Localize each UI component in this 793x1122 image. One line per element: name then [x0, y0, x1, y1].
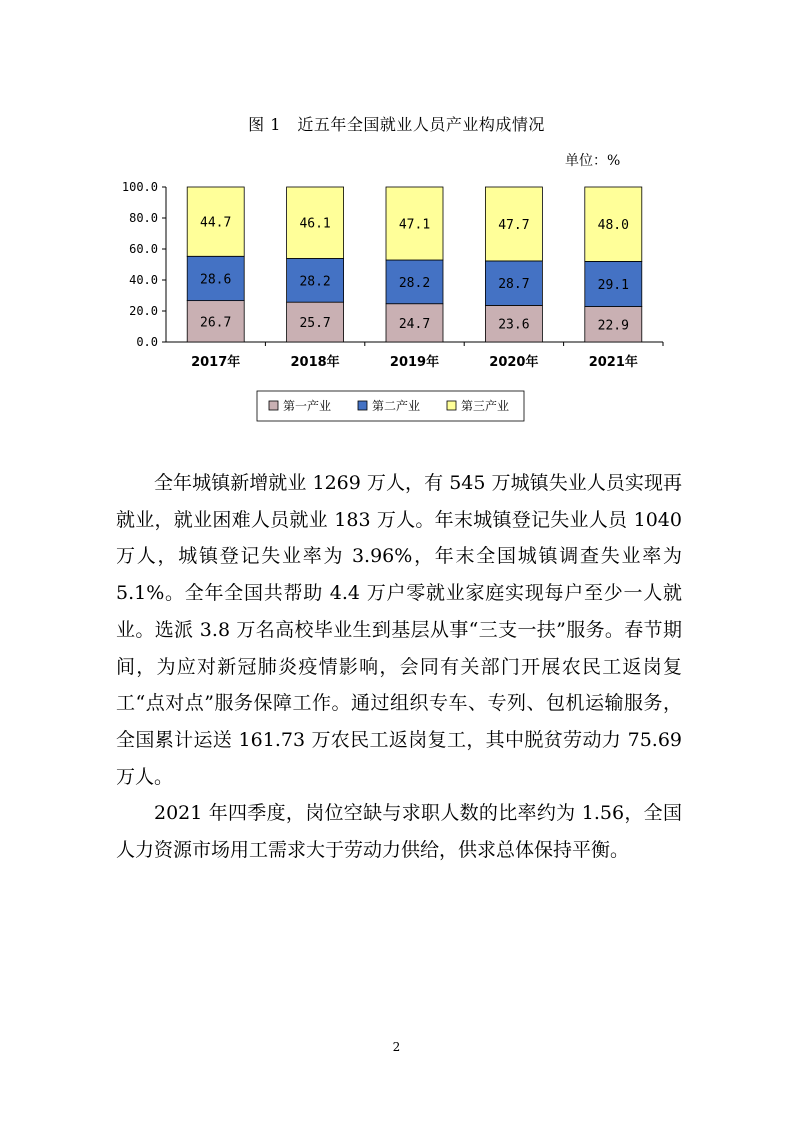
body-text [116, 465, 682, 869]
data-label: 47.7 [498, 217, 530, 233]
data-label: 44.7 [200, 215, 232, 231]
x-tick-label: 2019年 [389, 355, 440, 370]
y-tick-label: 100.0 [121, 180, 158, 194]
x-tick-label: 2018年 [290, 355, 340, 370]
data-label: 48.0 [597, 218, 629, 234]
data-label: 46.1 [299, 216, 331, 232]
data-label: 22.9 [597, 318, 629, 334]
stacked-bar-chart [0, 0, 793, 440]
y-tick-label: 80.0 [129, 211, 158, 225]
x-tick-label: 2017年 [191, 355, 241, 370]
data-label: 28.7 [498, 277, 530, 293]
y-tick-label: 20.0 [129, 304, 158, 318]
paragraph-vacancy-ratio: 2021 年四季度，岗位空缺与求职人数的比率约为 1.56，全国人力资源市场用工需求大于劳动力供给，供求总体保持平衡。 [116, 802, 682, 862]
figure-title: 图 1 近五年全国就业人员产业构成情况 [248, 115, 545, 134]
legend-label: 第一产业 [283, 399, 332, 413]
paragraph-employment: 全年城镇新增就业 1269 万人，有 545 万城镇失业人员实现再就业，就业困难人员就业 183 万人。年末城镇登记失业人员 1040 万人，城镇登记失业率为 3.96%，年末全国城镇调查失业率为 5.1%。全年全国共帮助 4.4 万户零就业家庭实现每户至少一人就业。选派 3.8 万名高校毕业生到基层从事“三支一扶”服务。春节期间，为应对新冠肺炎疫情影响，会同有关部门开展农民工返岗复工“点对点”服务保障工作。通过组织专车、专列、包机运输服务，全国累计运送 161.73 万农民工返岗复工，其中脱贫劳动力 75.69 万人。 [116, 472, 682, 788]
y-tick-label: 60.0 [129, 242, 158, 256]
data-label: 26.7 [200, 315, 232, 331]
page-number: 2 [392, 1040, 401, 1054]
legend-label: 第二产业 [372, 399, 421, 413]
legend-swatch [269, 401, 278, 410]
data-label: 23.6 [498, 317, 530, 333]
legend-swatch [447, 401, 456, 410]
x-tick-label: 2020年 [489, 355, 539, 370]
data-label: 47.1 [398, 217, 431, 233]
legend-swatch [358, 401, 367, 410]
data-label: 25.7 [299, 316, 331, 332]
legend-label: 第三产业 [461, 399, 510, 413]
unit-label: 单位：% [565, 153, 621, 169]
data-label: 28.6 [200, 272, 232, 288]
y-tick-label: 0.0 [136, 335, 158, 349]
data-label: 24.7 [398, 316, 431, 332]
y-tick-label: 40.0 [129, 273, 158, 287]
data-label: 29.1 [597, 277, 629, 293]
data-label: 28.2 [299, 274, 331, 290]
x-tick-label: 2021年 [588, 355, 638, 370]
data-label: 28.2 [398, 275, 431, 291]
